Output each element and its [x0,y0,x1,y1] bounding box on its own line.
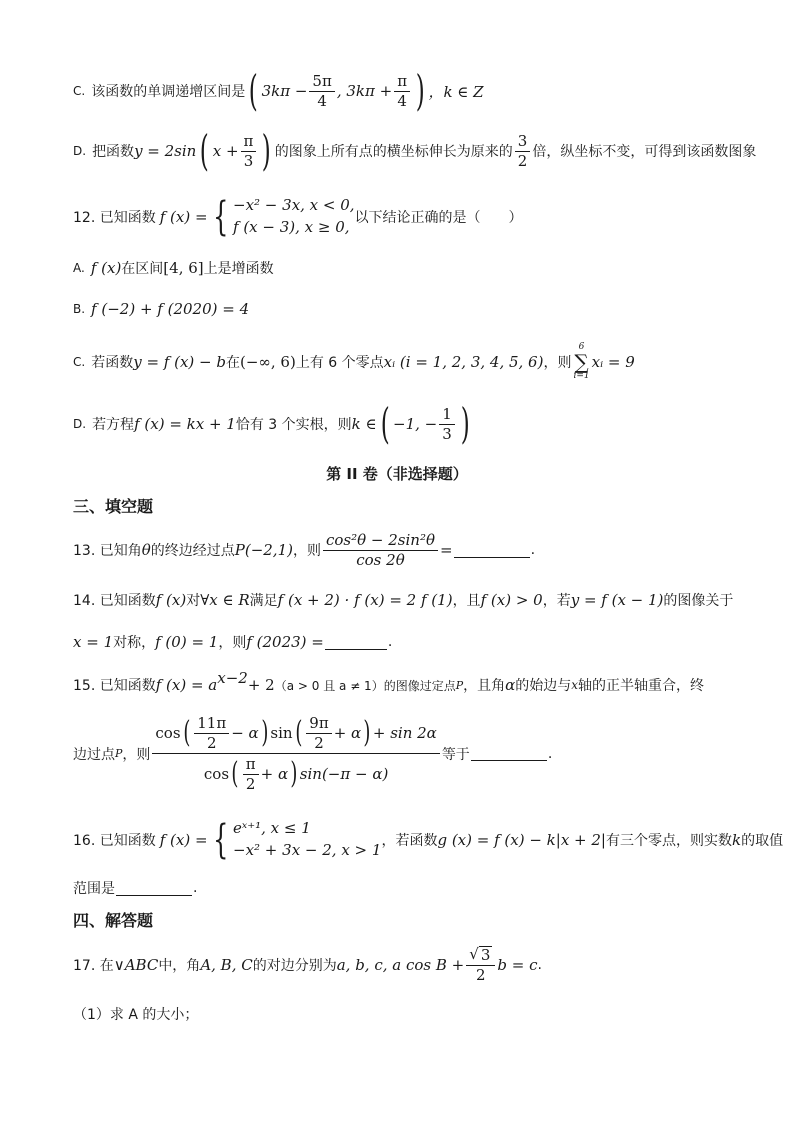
math-expr: g (x) = f (x) − k|x + 2| [437,830,606,849]
question-text: 的终边经过点 [150,543,235,559]
math-expr: f (−2) + f (2020) = 4 [91,300,250,318]
option-text: 若函数 [91,355,134,371]
option-text: 的图象上所有点的横坐标伸长为原来的 [274,144,513,160]
option-text: 恰有 3 个实根，则 [235,417,352,433]
denominator: 2 [245,774,256,793]
math-expr: cos [155,723,181,742]
q16-line2 [73,878,744,898]
math-expr: θ [141,541,151,559]
math-expr: xᵢ (i = 1, 2, 3, 4, 5, 6) [383,353,544,371]
denominator: 2 [517,151,528,170]
fraction [515,133,531,169]
math-expr: + 2 [247,676,275,694]
big-denominator [201,754,391,792]
q13 [73,532,744,568]
math-expr: y = 2sin [134,142,197,160]
sigma-symbol: ∑ [574,350,589,374]
question-text: 以下结论正确的是（ ） [354,209,523,226]
numerator: 3 [515,133,531,152]
option-text: 若方程 [92,417,135,433]
question-text: （1）求 A 的大小； [73,1007,199,1023]
denominator: 2 [476,965,486,984]
question-text: 轴的正半轴重合，终 [578,678,705,694]
q11-option-c [73,66,744,115]
option-label: C. [73,355,86,369]
option-text: 倍，纵坐标不变，可得到该函数图象 [532,144,757,160]
math-expr: cos [203,764,230,783]
math-expr: f (0) = 1 [155,633,219,651]
denominator: 3 [243,151,254,170]
q16-line1 [73,816,784,863]
option-text: 上是增函数 [203,261,274,277]
math-expr: k ∈ [351,415,377,433]
q12-option-a [73,258,744,278]
question-text: 的图像关于 [663,593,734,609]
case-2: −x² + 3x − 2, x > 1 [233,840,382,859]
math-expr: P(−2,1) [234,541,293,559]
question-text: 的对边分别为 [252,957,337,974]
fraction [309,73,334,109]
answer-blank[interactable] [116,881,192,896]
question-text: ，则 [218,635,247,651]
q11-option-d [73,126,757,175]
question-text: ，且角 [463,678,506,694]
left-brace: { [212,816,228,863]
question-text: ，若 [542,593,571,609]
question-text: 对 [186,593,201,609]
answer-blank[interactable] [325,635,387,650]
option-text: 在区间 [121,261,164,277]
math-expr: A, B, C [200,955,253,974]
question-text: . [530,542,536,558]
q14-line2 [73,632,744,652]
question-text: . [547,745,553,762]
numerator: π [394,73,410,92]
math-expr: b = c [497,955,538,974]
math-expr: f (x) [155,591,187,609]
right-paren: ) [363,715,371,750]
math-expr: xᵢ = 9 [591,353,635,371]
question-text: 14. 已知函数 [73,593,156,609]
numerator: 5π [309,73,334,92]
section-solution: 四、解答题 [73,911,154,930]
math-expr: ∀x ∈ R [200,591,250,609]
question-text: 等于 [441,746,470,763]
math-expr: −1, − [393,415,438,433]
numerator: 9π [306,715,331,734]
fraction [241,133,257,169]
q12-option-b [73,300,744,318]
math-expr: ∨ABC [113,955,159,974]
left-paren: ( [380,399,390,448]
sum-upper-limit: 6 [578,342,585,352]
math-expr: f (x) = a [155,676,218,694]
fraction [323,532,438,568]
option-text: ，则 [543,355,572,371]
math-expr: + α [333,723,362,742]
math-expr: P [455,678,464,692]
math-expr: x [571,678,579,692]
math-expr: f (x) > 0 [480,591,543,609]
q12-option-c [73,343,744,381]
question-text: 12. 已知函数 [73,209,156,226]
option-label: D. [73,417,87,431]
fraction [466,946,495,983]
answer-blank[interactable] [454,543,530,558]
case-1: eˣ⁺¹, x ≤ 1 [233,819,311,837]
q15-line1 [73,669,744,695]
option-text: 把函数 [92,144,135,160]
sqrt: √ 3 [469,945,491,964]
question-text: ，且 [452,593,481,609]
math-expr: x + [212,142,239,160]
math-expr: y = f (x) − b [133,353,226,371]
math-expr: f (x) = [159,830,208,849]
q17-part1 [73,1004,744,1024]
math-expr: a, b, c, a cos B + [336,955,465,974]
q12-stem [73,195,744,239]
denominator: 4 [317,91,327,110]
question-text: 边过点 [73,746,115,763]
section-fill-blank: 三、填空题 [73,497,154,516]
radicand: 3 [480,946,491,964]
numerator: π [243,756,259,775]
math-expr: x = 1 [73,633,114,651]
question-text: 17. 在 [73,957,114,974]
case-2: f (x − 3), x ≥ 0, [233,217,350,236]
math-expr: , 3kπ + [336,82,393,100]
math-expr: (−∞, 6) [239,353,296,371]
math-expr: y = f (x − 1) [570,591,664,609]
numerator: 11π [194,715,229,734]
option-label: C. [73,84,86,98]
q12-option-d [73,399,744,448]
summation [573,343,589,381]
left-paren: ( [248,66,258,115]
right-paren: ) [261,715,269,750]
sum-lower-limit: i=1 [573,371,590,381]
left-brace: { [212,193,228,240]
fraction [306,715,331,751]
math-expr: P [115,747,123,760]
left-paren: ( [200,126,210,175]
question-text: 满足 [249,593,278,609]
q17 [73,946,744,983]
fraction [243,756,259,792]
q15-line2 [73,715,744,792]
question-text: 的始边与 [515,678,572,694]
exponent: x−2 [217,669,248,687]
option-text: 在 [225,355,240,371]
denominator: 3 [442,424,452,443]
fraction [439,406,455,442]
question-text: 对称， [113,635,156,651]
denominator: 2 [314,733,324,752]
math-expr: f (x) [90,259,122,277]
answer-blank[interactable] [471,746,547,761]
left-paren: ( [294,715,302,750]
piecewise-cases [233,818,381,862]
left-paren: ( [182,715,190,750]
question-text: . [387,634,393,650]
q14-line1 [73,590,744,610]
question-text: . [537,956,542,973]
math-expr: ，k ∈ Z [428,82,484,101]
math-expr: f (2023) = [246,633,324,651]
math-expr: f (x) = kx + 1 [134,415,236,433]
question-text: 的取值 [741,832,784,849]
right-paren: ) [460,399,470,448]
question-text: ，则 [122,746,151,763]
math-expr: f (x + 2) · f (x) = 2 f (1) [277,591,453,609]
right-paren: ) [415,66,425,115]
big-fraction [152,715,439,792]
math-expr: = [440,541,453,559]
fraction [194,715,229,751]
big-numerator [152,715,439,754]
math-expr: k [731,830,742,849]
question-text: . [193,880,198,896]
math-expr: sin(−π − α) [299,764,389,783]
numerator: π [241,133,257,152]
math-expr: 3kπ − [261,82,308,100]
option-label: B. [73,302,86,316]
fraction [394,73,410,109]
left-paren: ( [231,756,239,791]
question-text: ，则 [292,543,321,559]
denominator: 4 [397,91,407,110]
numerator [466,946,495,966]
right-paren: ) [262,126,272,175]
question-text: 16. 已知函数 [73,832,156,849]
numerator: 1 [439,406,455,425]
math-expr: sin [270,723,293,742]
piecewise-cases [233,195,355,239]
numerator: cos²θ − 2sin²θ [323,532,438,551]
denominator: 2 [206,733,217,752]
question-text: 范围是 [73,881,115,897]
question-text: 15. 已知函数 [73,678,156,694]
question-text: 中，角 [158,957,201,974]
question-text: （a > 0 且 a ≠ 1）的图像过定点 [274,678,456,693]
question-text: ，若函数 [381,832,438,849]
math-expr: f (x) = [159,207,208,226]
question-text: 13. 已知角 [73,543,142,559]
math-expr: − α [231,723,259,742]
math-expr: [4, 6] [163,259,204,277]
part2-title: 第 II 卷（非选择题） [326,465,468,483]
question-text: 有三个零点，则实数 [605,832,732,849]
option-label: A. [73,261,85,275]
case-1: −x² − 3x, x < 0, [233,196,355,214]
math-expr: + sin 2α [372,723,437,742]
option-text: 上有 6 个零点 [295,355,384,371]
math-expr: α [505,676,516,694]
denominator: cos 2θ [356,550,405,569]
option-text: 该函数的单调递增区间是 [91,84,246,100]
right-paren: ) [290,756,298,791]
math-expr: + α [260,764,289,783]
option-label: D. [73,144,87,158]
